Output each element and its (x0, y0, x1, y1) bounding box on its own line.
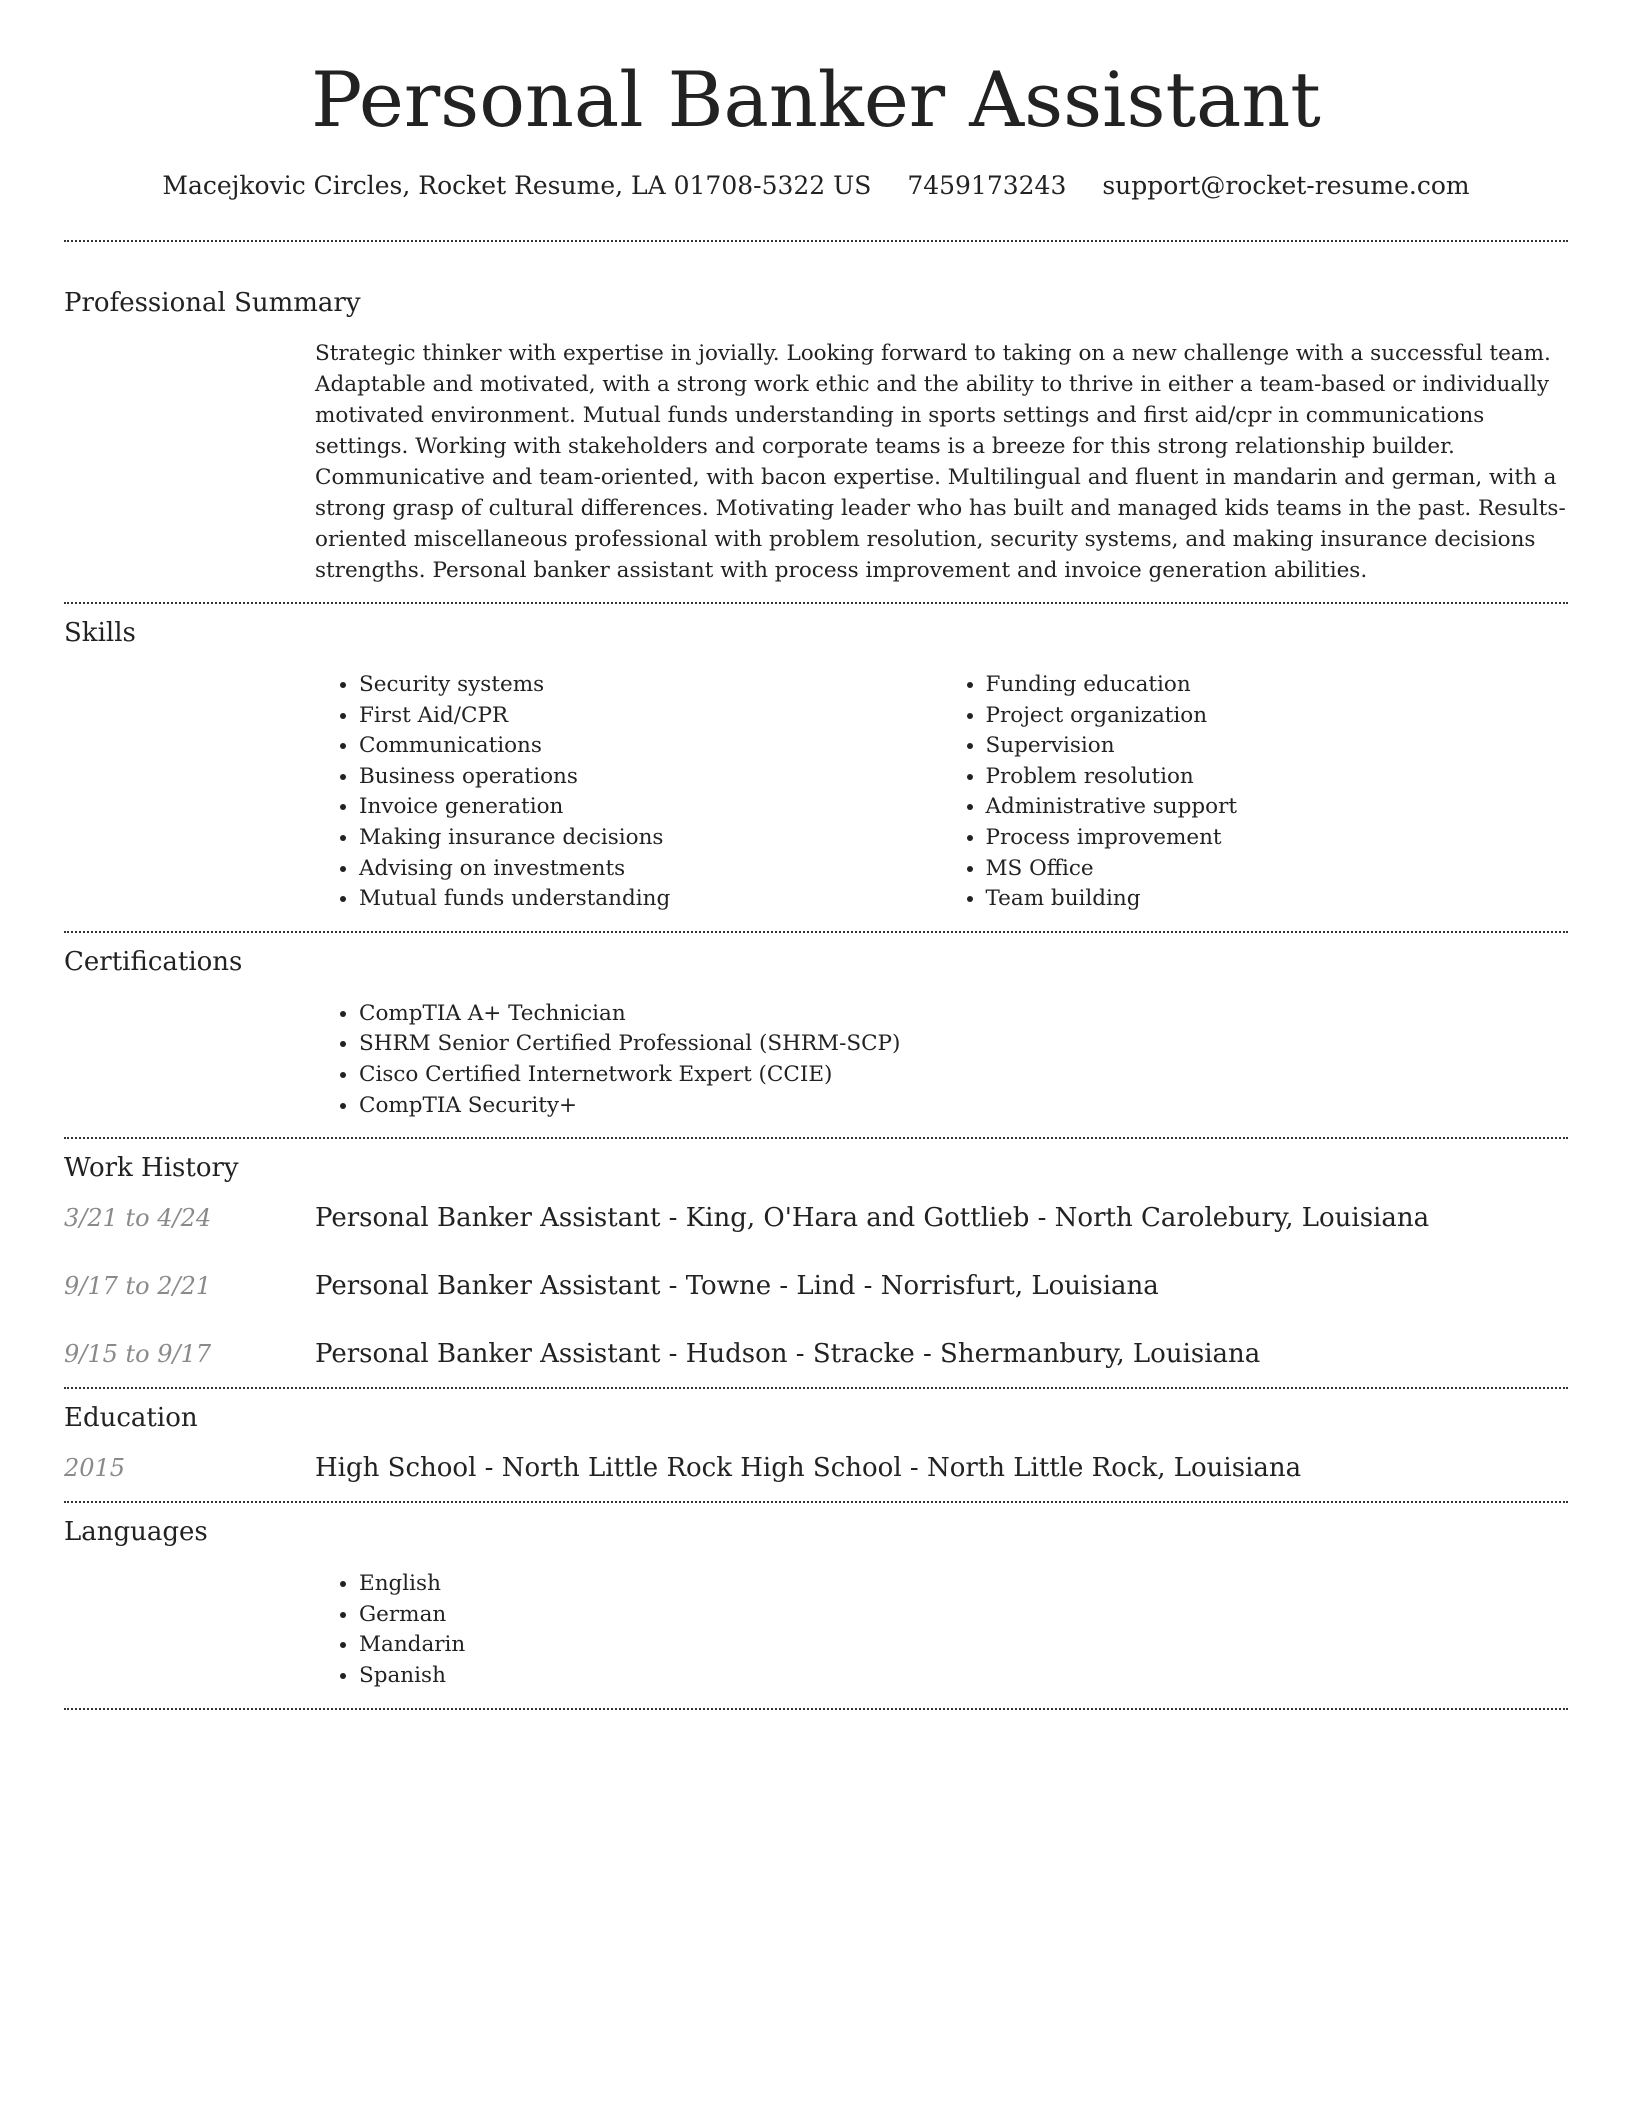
certification-item: • CompTIA A+ Technician (359, 999, 1568, 1030)
skill-item: • Advising on investments (359, 854, 942, 885)
language-item: • Spanish (359, 1661, 1568, 1692)
certifications-title: Certifications (64, 946, 243, 977)
languages-divider (64, 1708, 1568, 1710)
language-item: • English (359, 1569, 1568, 1600)
skill-item: • Invoice generation (359, 792, 942, 823)
skill-item: • First Aid/CPR (359, 701, 942, 732)
education-details: - North Little Rock High School - North Little Rock, Louisiana (476, 1453, 1302, 1484)
skills-list-right (942, 670, 1569, 915)
skill-item: • Communications (359, 731, 942, 762)
skill-item: • Security systems (359, 670, 942, 701)
education-description (315, 1451, 1301, 1485)
skills-title: Skills (64, 618, 136, 648)
languages-section (64, 1503, 1568, 1691)
education-title: Education (64, 1403, 198, 1434)
work-entry (64, 1201, 1568, 1269)
languages-list (315, 1569, 1568, 1691)
summary-section (64, 242, 1568, 586)
skill-item: • Team building (986, 884, 1569, 915)
work-date: 9/17 to 2/21 (64, 1272, 212, 1301)
skill-item: • Project organization (986, 701, 1569, 732)
certification-item: • CompTIA Security+ (359, 1091, 1568, 1122)
certifications-content (315, 999, 1568, 1121)
work-date: 3/21 to 4/24 (64, 1204, 212, 1233)
contact-line (64, 168, 1568, 204)
skill-item: • Making insurance decisions (359, 823, 942, 854)
work-details: - King, O'Hara and Gottlieb - North Carolebury, Louisiana (660, 1203, 1430, 1234)
summary-content (315, 338, 1568, 586)
contact-phone: 7459173243 (907, 171, 1067, 200)
skill-item: • Business operations (359, 762, 942, 793)
skill-item: • Mutual funds understanding (359, 884, 942, 915)
skills-list-left (315, 670, 942, 915)
education-degree: High School (315, 1453, 477, 1484)
work-role: Personal Banker Assistant (315, 1339, 661, 1370)
resume-page (64, 0, 1568, 1710)
work-title: Work History (64, 1153, 239, 1184)
work-description (315, 1201, 1429, 1235)
contact-email: support@rocket-resume.com (1102, 171, 1470, 200)
work-role: Personal Banker Assistant (315, 1203, 661, 1234)
skill-item: • Administrative support (986, 792, 1569, 823)
certifications-list (315, 999, 1568, 1121)
summary-text: Strategic thinker with expertise in jovially. Looking forward to taking on a new challenge with a successful team. Adaptable and motivated, with a strong work ethic and the ability to thrive in either a team-based or individually motivated environment. Mutual funds understanding in sports settings and first aid/cpr in communications settings. Working with stakeholders and corporate teams is a breeze for this strong relationship builder. Communicative and team-oriented, with bacon expertise. Multilingual and fluent in mandarin and german, with a strong grasp of cultural differences. Motivating leader who has built and managed kids teams in the past. Results-oriented miscellaneous professional with problem resolution, security systems, and making insurance decisions strengths. Personal banker assistant with process improvement and invoice generation abilities. (315, 341, 1566, 583)
education-section (64, 1389, 1568, 1487)
certifications-section (64, 933, 1568, 1121)
skill-item: • MS Office (986, 854, 1569, 885)
work-entries (64, 1201, 1568, 1373)
summary-title: Professional Summary (64, 288, 361, 318)
languages-content (315, 1569, 1568, 1691)
work-entry (64, 1337, 1568, 1373)
certification-item: • SHRM Senior Certified Professional (SHRM-SCP) (359, 1029, 1568, 1060)
skill-item: • Process improvement (986, 823, 1569, 854)
skills-columns (315, 670, 1568, 915)
skill-item: • Supervision (986, 731, 1569, 762)
work-details: - Towne - Lind - Norrisfurt, Louisiana (660, 1271, 1159, 1302)
language-item: • German (359, 1600, 1568, 1631)
skills-section (64, 604, 1568, 915)
work-description (315, 1337, 1260, 1371)
contact-address: Macejkovic Circles, Rocket Resume, LA 01708-5322 US (162, 171, 872, 200)
work-section (64, 1139, 1568, 1373)
education-date: 2015 (64, 1454, 126, 1483)
work-date: 9/15 to 9/17 (64, 1340, 212, 1369)
work-role: Personal Banker Assistant (315, 1271, 661, 1302)
languages-title: Languages (64, 1517, 208, 1548)
education-entries (64, 1451, 1568, 1487)
work-entry (64, 1269, 1568, 1337)
skill-item: • Funding education (986, 670, 1569, 701)
work-details: - Hudson - Stracke - Shermanbury, Louisiana (660, 1339, 1261, 1370)
language-item: • Mandarin (359, 1630, 1568, 1661)
certification-item: • Cisco Certified Internetwork Expert (CCIE) (359, 1060, 1568, 1091)
education-entry (64, 1451, 1568, 1487)
skill-item: • Problem resolution (986, 762, 1569, 793)
resume-name: Personal Banker Assistant (311, 55, 1321, 144)
work-description (315, 1269, 1159, 1303)
